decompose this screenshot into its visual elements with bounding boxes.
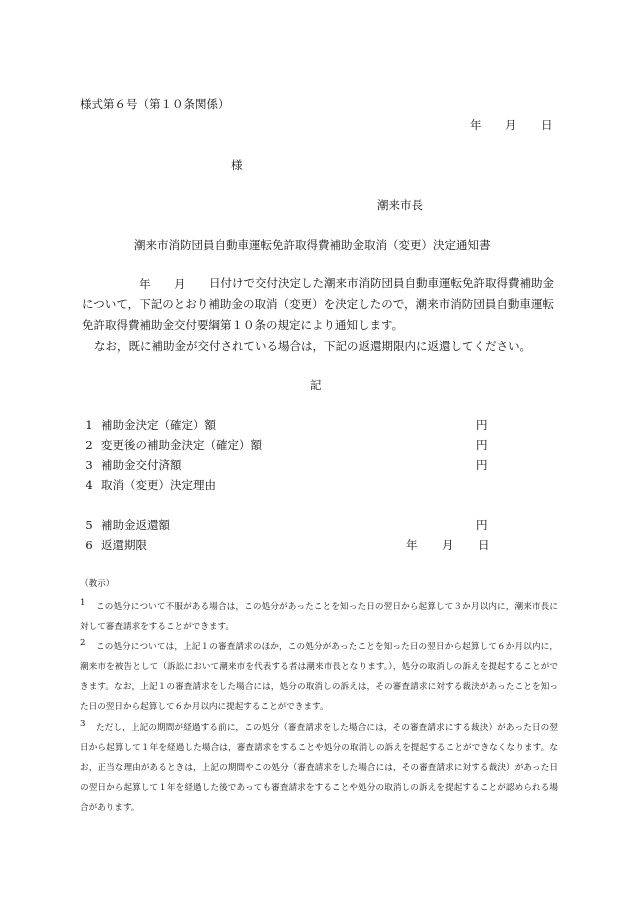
item-unit: 円 (476, 458, 488, 472)
form-label: 様式第６号（第１０条関係） (80, 97, 230, 111)
issuer-name: 潮来市長 (377, 198, 423, 212)
item-label: 補助金決定（確定）額 (101, 418, 216, 432)
item-unit: 円 (476, 518, 488, 532)
item-number: 4 (85, 478, 93, 492)
deadline-month: 月 (442, 538, 454, 552)
document-title: 潮来市消防団員自動車運転免許取得費補助金取消（変更）決定通知書 (134, 238, 491, 252)
body-date-month: 月 (174, 277, 186, 291)
item-unit: 円 (476, 438, 488, 452)
item-label: 補助金交付済額 (101, 458, 182, 472)
item-label: 変更後の補助金決定（確定）額 (101, 438, 262, 452)
note-text: この処分について不服がある場合は，この処分があったことを知った日の翌日から起算して３か月以内に，潮来市長に対して審査請求をすることができます。 (80, 602, 558, 632)
item-number: 5 (85, 518, 93, 532)
item-number: 2 (85, 438, 93, 452)
body-paragraph-2: なお，既に補助金が交付されている場合は，下記の返還期限内に返還してください。 (94, 339, 531, 353)
note-number: 3 (80, 719, 86, 729)
item-unit: 円 (476, 418, 488, 432)
body-date-year: 年 (139, 277, 151, 291)
notes-section (80, 597, 558, 818)
item-number: 1 (85, 418, 93, 432)
note-text: この処分については，上記１の審査請求のほか，この処分があったことを知った日の翌日から起算して６か月以内に，潮来市を被告として（訴訟において潮来市を代表する者は潮来市長となります。），処分の取消しの訴えを提起することができます。なお，上記１の審査請求をした場合には，処分の取消しの訴えは，その審査請求に対する裁決があったことを知った日の翌日から起算して６か月以内に提起することができます。 (80, 642, 558, 712)
note-number: 1 (80, 598, 86, 608)
item-label: 返還期限 (101, 538, 147, 552)
deadline-day: 日 (478, 538, 490, 552)
deadline-year: 年 (406, 538, 418, 552)
ki-heading: 記 (310, 378, 322, 392)
body-paragraph-1: 日付けで交付決定した潮来市消防団員自動車運転免許取得費補助金について，下記のとおり補助金の取消（変更）を決定したので，潮来市消防団員自動車運転免許取得費補助金交付要綱第１０条の規定により通知します。 (82, 276, 554, 332)
item-label: 補助金返還額 (101, 518, 170, 532)
note-item (80, 637, 558, 718)
body-text (82, 273, 554, 357)
header-date-month: 月 (505, 118, 517, 132)
header-date-year: 年 (470, 118, 482, 132)
note-number: 2 (80, 638, 86, 648)
note-text: ただし，上記の期間が経過する前に，この処分（審査請求をした場合には，その審査請求にする裁決）があった日の翌日から起算して１年を経過した場合は，審査請求をすることや処分の取消しの訴えを提起することができなくなります。なお，正当な理由があるときは，上記の期間やこの処分（審査請求をした場合には，その審査請求に対する裁決）があった日の翌日から起算して１年を経過した後であっても審査請求をすることや処分の取消しの訴えを提起することが認められる場合があります。 (80, 723, 558, 813)
item-number: 3 (85, 458, 93, 472)
addressee-suffix: 様 (231, 158, 243, 172)
note-item (80, 718, 558, 818)
item-label: 取消（変更）決定理由 (101, 478, 216, 492)
header-date-day: 日 (541, 118, 553, 132)
notes-heading: （教示） (80, 579, 115, 589)
note-item (80, 597, 558, 637)
item-number: 6 (85, 538, 93, 552)
